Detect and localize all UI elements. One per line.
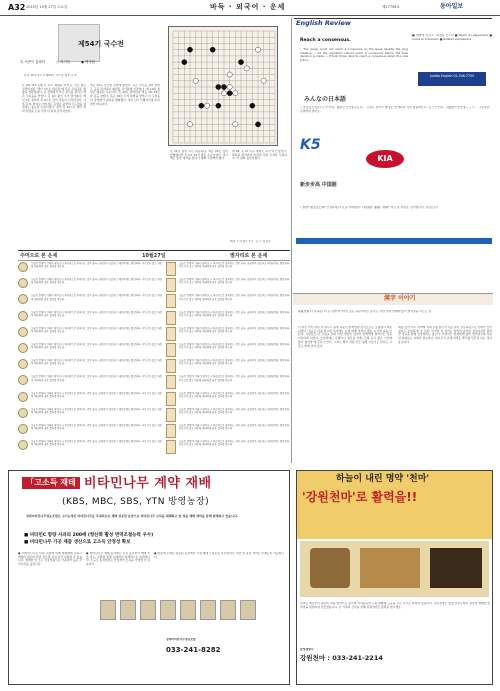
horoscope-left-title: 주머으로 본 운세 — [20, 253, 58, 259]
star-sign-icon — [166, 359, 176, 373]
star-sign-icon — [166, 294, 176, 308]
english-review-title: English Review — [296, 19, 351, 27]
kia-logo: KIA — [366, 150, 404, 168]
white-stone — [261, 78, 266, 83]
star-sign-text: 오늘은 뜻밖의 기회가 찾아오니 적극적으로 움직이는 것이 좋다. 금전운이 상승하고 대인관계도 원만하다. 서두르지 말고 차분히 대처하면 좋은 결과를 얻는다. — [179, 310, 290, 317]
go-article-col3: 흑 21로 젖힌 수는 과감하다. 백은 22로 끊어 반발했지만 흑 23, 25가 좋은 수순이었다. 결국 백은 중앙 대마를 살리기 위해 고심해야 했다. — [170, 150, 228, 161]
cheonma-box-2 — [360, 548, 420, 588]
product-image-6 — [200, 600, 216, 620]
horoscope-row — [18, 440, 162, 455]
star-sign-icon — [166, 408, 176, 422]
star-sign-row — [166, 424, 290, 439]
newspaper-logo: 동아일보 — [440, 3, 464, 10]
chinese-ad-bar — [296, 238, 492, 244]
horoscope-text: 오늘은 뜻밖의 기회가 찾아오니 적극적으로 움직이는 것이 좋다. 금전운이 상승하고 대인관계도 원만하다. 서두르지 말고 차분히 대처하면 좋은 결과를 얻는다. — [31, 294, 162, 301]
horoscope-row — [18, 359, 162, 374]
horoscope-text: 오늘은 뜻밖의 기회가 찾아오니 적극적으로 움직이는 것이 좋다. 금전운이 상승하고 대인관계도 원만하다. 서두르지 말고 차분히 대처하면 좋은 결과를 얻는다. — [31, 262, 162, 269]
white-stone — [221, 91, 226, 96]
star-sign-row — [166, 294, 290, 309]
white-stone — [204, 103, 209, 108]
horoscope-text: 오늘은 뜻밖의 기회가 찾아오니 적극적으로 움직이는 것이 좋다. 금전운이 상승하고 대인관계도 원만하다. 서두르지 말고 차분히 대처하면 좋은 결과를 얻는다. — [31, 375, 162, 382]
white-stone — [244, 66, 249, 71]
star-sign-row — [166, 343, 290, 358]
black-stone — [199, 103, 204, 108]
horoscope-row — [18, 311, 162, 326]
zodiac-icon — [18, 262, 28, 272]
english-ad-badge: Jumbo English 02-546-7755 — [418, 72, 486, 86]
vitamin-ad-col1: ● 비타민나무는 다른 작물에 비해 병충해에 강하고 재배가 쉬우며 한번 심으면 수십 년간 수확할 수 있습니다. 열매와 잎 모두 건강식품으로 가공되어 높은 부가가치를 올립니다. — [18, 552, 82, 567]
horoscope-row — [18, 343, 162, 358]
black-stone — [216, 84, 221, 89]
white-stone — [233, 122, 238, 127]
star-sign-text: 오늘은 뜻밖의 기회가 찾아오니 적극적으로 움직이는 것이 좋다. 금전운이 상승하고 대인관계도 원만하다. 서두르지 말고 차분히 대처하면 좋은 결과를 얻는다. — [179, 262, 290, 269]
go-title: 제54기 국수전 — [78, 40, 124, 48]
horoscope-text: 오늘은 뜻밖의 기회가 찾아오니 적극적으로 움직이는 것이 좋다. 금전운이 상승하고 대인관계도 원만하다. 서두르지 말고 차분히 대처하면 좋은 결과를 얻는다. — [31, 326, 162, 333]
cheonma-box-1 — [310, 548, 350, 588]
zodiac-icon — [18, 440, 28, 450]
go-legend-white: ● 백정환 — [81, 60, 95, 64]
issue-number: 제27756호 — [382, 5, 400, 9]
hanja-col2: 예를 들어 어느 지역에 커피 전문점이 인기를 끌자 우후죽순으로 가게가 들어섰다는 표현을 쓸 수 있다. 이처럼 이 성어는 양적인 증가를 강조하지만 질적인 성숙을 함께 보장하지는 않는다. 무엇이든 한꺼번에 많이 생겨날수록 차분히 살펴보는 지혜가 필요하다. 대나무가 곧게 자라듯 뿌리를 단단히 하는 것이 중요하다. — [398, 326, 492, 344]
star-sign-icon — [166, 327, 176, 341]
horoscope-text: 오늘은 뜻밖의 기회가 찾아오니 적극적으로 움직이는 것이 좋다. 금전운이 상승하고 대인관계도 원만하다. 서두르지 말고 차분히 대처하면 좋은 결과를 얻는다. — [31, 424, 162, 431]
star-sign-text: 오늘은 뜻밖의 기회가 찾아오니 적극적으로 움직이는 것이 좋다. 금전운이 상승하고 대인관계도 원만하다. 서두르지 말고 차분히 대처하면 좋은 결과를 얻는다. — [179, 424, 290, 431]
horoscope-row — [18, 392, 162, 407]
cheonma-ad-body: 천마는 예로부터 하늘이 내린 명약으로 불리며 어지럼증과 두통 완화에 도움을 주는 것으로 알려져 있습니다. 강원천마는 청정 강원도에서 정성껏 재배한 천마만을 엄선하여 만들었습니다. 온 가족의 건강을 위해 강원천마로 활력을 찾으세요. — [300, 602, 490, 609]
star-sign-row — [166, 327, 290, 342]
star-sign-text: 오늘은 뜻밖의 기회가 찾아오니 적극적으로 움직이는 것이 좋다. 금전운이 상승하고 대인관계도 원만하다. 서두르지 말고 차분히 대처하면 좋은 결과를 얻는다. — [179, 391, 290, 398]
zodiac-icon — [18, 327, 28, 337]
star-sign-icon — [166, 392, 176, 406]
hanja-lead: 雨後竹筍 (우후죽순) 비 온 뒤에 여기저기 솟는 죽순이라는 뜻으로, 어떤 일이 한때에 많이 생겨남을 이르는 말. — [298, 310, 432, 313]
zodiac-icon — [18, 375, 28, 385]
zodiac-icon — [18, 311, 28, 321]
black-stone — [255, 122, 260, 127]
white-stone — [227, 72, 232, 77]
horoscope-row — [18, 278, 162, 293]
vitamin-ad-col2: ● 비타민나무 재배 농가에는 묘목 공급부터 재배 기술 지도, 수확물 전량 수매까지 체계적으로 지원합니다. 소규모 농지에서도 안정적인 소득을 기대할 수 있습니다. — [86, 552, 150, 567]
vitamin-phone: 033-241-8282 — [166, 646, 221, 654]
vitamin-ad-heading: 비타민나무 계약 재배 — [84, 476, 212, 491]
column-divider — [291, 18, 292, 463]
zodiac-icon — [18, 408, 28, 418]
go-caption: 본선 16강 5국 2 제54기 국수전 제 5 국 ⑤ — [24, 74, 77, 77]
horoscope-row — [18, 375, 162, 390]
star-sign-row — [166, 278, 290, 293]
horoscope-row — [18, 294, 162, 309]
go-board-diagram — [169, 27, 279, 147]
go-article-col4: 백 26, 흑 27 이후 형세는 흑이 약간 앞선다. 좌하귀 정리까지 마치면 흑의 우세가 뚜렷하다. 이 판의 승부처였다. — [232, 150, 287, 161]
issue-date: 2010년 10월 27일 수요일 — [26, 5, 68, 9]
go-article-col1: 흑 2와 백3 진행 후 흑이 좌변을 먼저 둔 것은 좋은 선택이었다. 백이 3으로 대응할 때 흑은 우하귀로 방향을 전환하였다. 이 장면에서 흑은 실리를 챙기고 백은 두터움을 얻었다. 흑 4로 붙인 수가 날카롭다. 백이 5로 젖히자 흑 6으로 끊어 싸움이 시작되었다. 이후 흑 8, 백 9로 이어지는 공방은 중앙의 주도권을 결정짓는 중요한 흐름이었다. 실전 흑 10으로 뻗어 백의 약점을 노린 것이 이 판의 승부처였다. — [22, 84, 86, 113]
zodiac-icon — [18, 278, 28, 288]
star-sign-text: 오늘은 뜻밖의 기회가 찾아오니 적극적으로 움직이는 것이 좋다. 금전운이 상승하고 대인관계도 원만하다. 서두르지 말고 차분히 대처하면 좋은 결과를 얻는다. — [179, 375, 290, 382]
star-sign-row — [166, 311, 290, 326]
nikkei-title: みんなの日本語 — [304, 96, 347, 103]
white-stone — [227, 84, 232, 89]
vitamin-ad-description: 강원비타민나무영농조합은 고기능성인 비타민나무를 국내최초로 재배 성공한 농장으로 비타민나무 묘목을 재배하고 일 정을 재배 계약을 통해 판매하고 있습니다. — [26, 514, 239, 518]
black-stone — [216, 103, 221, 108]
star-sign-icon — [166, 311, 176, 325]
product-image-8 — [240, 600, 256, 620]
nikkei-body: • 今日は天気がいいですね。散歩に行きませんか。 오늘은 날씨가 좋네요. 산책하러 가지 않을래요? • そうですね。公園まで歩きましょう。 그렇네요. 공원까지 걸어요. — [300, 106, 490, 113]
horoscope-date: 10월27일 — [142, 253, 166, 259]
product-image-7 — [220, 600, 236, 620]
white-stone — [255, 47, 260, 52]
go-article-col2: 백은 12로 보강할 수밖에 없었다. 흑은 선수를 잡아 상변 큰 곳을 차지하여 형세를 유리하게 이끌었다. 백 14의 침입은 예상된 수순이다. 흑 15로 압박하자 백은 16, 18로 살 길을 찾았다. 흑은 19로 두어 외벽을 쌓았고 이 두터움이 중앙에서 위력을 발휘했다. 참고도의 진행이라면 흑이 편한 바둑이다. — [90, 84, 160, 106]
product-image-2 — [120, 600, 136, 620]
cheonma-company: 삼성생명주 — [300, 648, 314, 651]
horoscope-text: 오늘은 뜻밖의 기회가 찾아오니 적극적으로 움직이는 것이 좋다. 금전운이 상승하고 대인관계도 원만하다. 서두르지 말고 차분히 대처하면 좋은 결과를 얻는다. — [31, 278, 162, 285]
star-sign-icon — [166, 278, 176, 292]
star-sign-icon — [166, 440, 176, 454]
star-sign-text: 오늘은 뜻밖의 기회가 찾아오니 적극적으로 움직이는 것이 좋다. 금전운이 상승하고 대인관계도 원만하다. 서두르지 말고 차분히 대처하면 좋은 결과를 얻는다. — [179, 359, 290, 366]
horoscope-right-list — [166, 262, 290, 458]
star-sign-icon — [166, 262, 176, 276]
vitamin-ad-col3: ● 방송에 소개된 검증된 농장에서 직접 재배 노하우를 전수합니다. 상담 및 농장 견학은 언제든지 가능합니다. — [154, 552, 284, 559]
hanja-title: 漢字 이야기 — [384, 295, 416, 302]
vitamin-ad-bullet: ■ 비타민C 함량 사과의 200배 (항산화 활성 면역조절능력 우수) — [24, 533, 154, 538]
star-sign-icon — [166, 424, 176, 438]
star-sign-icon — [166, 375, 176, 389]
white-stone — [187, 122, 192, 127]
go-board — [168, 26, 278, 146]
cheonma-ad-line1: 하늘이 내린 명약 '천마' — [336, 474, 430, 484]
horoscope-row — [18, 327, 162, 342]
horoscope-text: 오늘은 뜻밖의 기회가 찾아오니 적극적으로 움직이는 것이 좋다. 금전운이 상승하고 대인관계도 원만하다. 서두르지 말고 차분히 대처하면 좋은 결과를 얻는다. — [31, 359, 162, 366]
star-sign-text: 오늘은 뜻밖의 기회가 찾아오니 적극적으로 움직이는 것이 좋다. 금전운이 상승하고 대인관계도 원만하다. 서두르지 말고 차분히 대처하면 좋은 결과를 얻는다. — [179, 326, 290, 333]
horoscope-text: 오늘은 뜻밖의 기회가 찾아오니 적극적으로 움직이는 것이 좋다. 금전운이 상승하고 대인관계도 원만하다. 서두르지 말고 차분히 대처하면 좋은 결과를 얻는다. — [31, 310, 162, 317]
go-legend-black: 흑 서반이 홍태하 — [20, 60, 46, 64]
product-image-4 — [160, 600, 176, 620]
black-stone — [227, 91, 232, 96]
english-body: • The group could not reach a consensus on the issue despite the long meeting. • All the members should reach a consensus before the final decision is made. • It took three days to reach a consensus about the new policy. — [300, 48, 408, 63]
english-headline: Reach a consensus. — [300, 38, 351, 43]
star-sign-text: 오늘은 뜻밖의 기회가 찾아오니 적극적으로 움직이는 것이 좋다. 금전운이 상승하고 대인관계도 원만하다. 서두르지 말고 차분히 대처하면 좋은 결과를 얻는다. — [179, 294, 290, 301]
vitamin-ad-bullet: ■ 비타민나무 가공 제품 생산으로 고소득 안정성 확보 — [24, 539, 131, 545]
horoscope-row — [18, 424, 162, 439]
chinese-body: • 你好! 最近怎么样? 안녕하세요! 요즘 어떠세요? • 我很好, 谢谢。你呢? 저는 잘 지내요, 감사합니다. 당신은요? — [300, 206, 438, 209]
car-ad-logo: K5 — [300, 137, 321, 153]
vitamin-company: 강원비타민나무영농조합 — [166, 638, 196, 641]
horoscope-text: 오늘은 뜻밖의 기회가 찾아오니 적극적으로 움직이는 것이 좋다. 금전운이 상승하고 대인관계도 원만하다. 서두르지 말고 차분히 대처하면 좋은 결과를 얻는다. — [31, 440, 162, 447]
zodiac-icon — [18, 359, 28, 369]
star-sign-row — [166, 375, 290, 390]
zodiac-icon — [18, 343, 28, 353]
horoscope-text: 오늘은 뜻밖의 기회가 찾아오니 적극적으로 움직이는 것이 좋다. 금전운이 상승하고 대인관계도 원만하다. 서두르지 말고 차분히 대처하면 좋은 결과를 얻는다. — [31, 391, 162, 398]
star-sign-icon — [166, 343, 176, 357]
go-legend — [20, 60, 160, 68]
horoscope-text: 오늘은 뜻밖의 기회가 찾아오니 적극적으로 움직이는 것이 좋다. 금전운이 상승하고 대인관계도 원만하다. 서두르지 말고 차분히 대처하면 좋은 결과를 얻는다. — [31, 407, 162, 414]
star-sign-text: 오늘은 뜻밖의 기회가 찾아오니 적극적으로 움직이는 것이 좋다. 금전운이 상승하고 대인관계도 원만하다. 서두르지 말고 차분히 대처하면 좋은 결과를 얻는다. — [179, 278, 290, 285]
zodiac-icon — [18, 294, 28, 304]
chinese-lesson-title: 新步步高 中国語 — [300, 182, 337, 188]
star-sign-row — [166, 392, 290, 407]
product-image-1 — [100, 600, 116, 620]
black-stone — [221, 84, 226, 89]
product-image-5 — [180, 600, 196, 620]
vitamin-ad-subheading: (KBS, MBC, SBS, YTN 방영농장) — [62, 497, 210, 507]
cheonma-ad-line2: '강원천마'로 활력을!! — [302, 490, 418, 504]
product-image-3 — [140, 600, 156, 620]
horoscope-row — [18, 408, 162, 423]
white-stone — [233, 91, 238, 96]
horoscope-text: 오늘은 뜻밖의 기회가 찾아오니 적극적으로 움직이는 것이 좋다. 금전운이 상승하고 대인관계도 원만하다. 서두르지 말고 차분히 대처하면 좋은 결과를 얻는다. — [31, 343, 162, 350]
star-sign-row — [166, 262, 290, 277]
horoscope-left-list — [18, 262, 162, 458]
page-number: A32 — [8, 3, 26, 12]
english-side: ■ 합의에 이르다 · 의견을 모으다 ■ Reach an agreement ■ Come to a decision ■ Related expressions — [412, 34, 492, 41]
zodiac-icon — [18, 392, 28, 402]
cheonma-phone: 강원천마 : 033-241-2214 — [300, 654, 383, 662]
black-stone — [210, 47, 215, 52]
horoscope-right-title: 별자리로 본 운세 — [230, 253, 268, 259]
zodiac-icon — [18, 424, 28, 434]
cheonma-box-3 — [430, 548, 482, 588]
vitamin-ad-bullets — [24, 533, 274, 547]
go-legend-record: ○ 흑기록 — [56, 60, 71, 64]
black-stone — [182, 60, 187, 65]
star-sign-text: 오늘은 뜻밖의 기회가 찾아오니 적극적으로 움직이는 것이 좋다. 금전운이 상승하고 대인관계도 원만하다. 서두르지 말고 차분히 대처하면 좋은 결과를 얻는다. — [179, 407, 290, 414]
horoscope-row — [18, 262, 162, 277]
horoscope-rule — [18, 250, 290, 251]
star-sign-row — [166, 408, 290, 423]
black-stone — [187, 47, 192, 52]
black-stone — [250, 103, 255, 108]
black-stone — [238, 60, 243, 65]
go-footer-note: 해설 = 이청수 7단 · 글 = 정용진 — [230, 240, 271, 243]
star-sign-row — [166, 359, 290, 374]
star-sign-text: 오늘은 뜻밖의 기회가 찾아오니 적극적으로 움직이는 것이 좋다. 금전운이 상승하고 대인관계도 원만하다. 서두르지 말고 차분히 대처하면 좋은 결과를 얻는다. — [179, 343, 290, 350]
horoscope-rule-2 — [18, 260, 290, 261]
hanja-col1: 이 말은 비가 내린 뒤 대나무 숲에 죽순이 한꺼번에 솟아오르는 모습에서 비롯되었다. 죽순은 비를 맞으면 하루에도 눈에 띄게 자라나 짧은 시간에 숲을 이룬다. 사람들은 이 모습을 보며 어떤 현상이 갑자기 한꺼번에 일어나는 것을 비유하게 되었다. 오늘날에는 유행이나 새로운 가게, 단체 등이 짧은 기간에 많이 생겨날 때 흔히 쓰인다. 그러나 빨리 자란 것은 쉽게 시들기도 한다는 교훈도 함께 담겨 있다. — [298, 326, 392, 348]
white-stone — [193, 78, 198, 83]
star-sign-row — [166, 440, 290, 455]
star-sign-text: 오늘은 뜻밖의 기회가 찾아오니 적극적으로 움직이는 것이 좋다. 금전운이 상승하고 대인관계도 원만하다. 서두르지 말고 차분히 대처하면 좋은 결과를 얻는다. — [179, 440, 290, 447]
vitamin-ad-tag: 「고소득 재테크」 — [22, 477, 80, 489]
section-title: 바둑 · 외국어 · 운세 — [210, 3, 286, 11]
